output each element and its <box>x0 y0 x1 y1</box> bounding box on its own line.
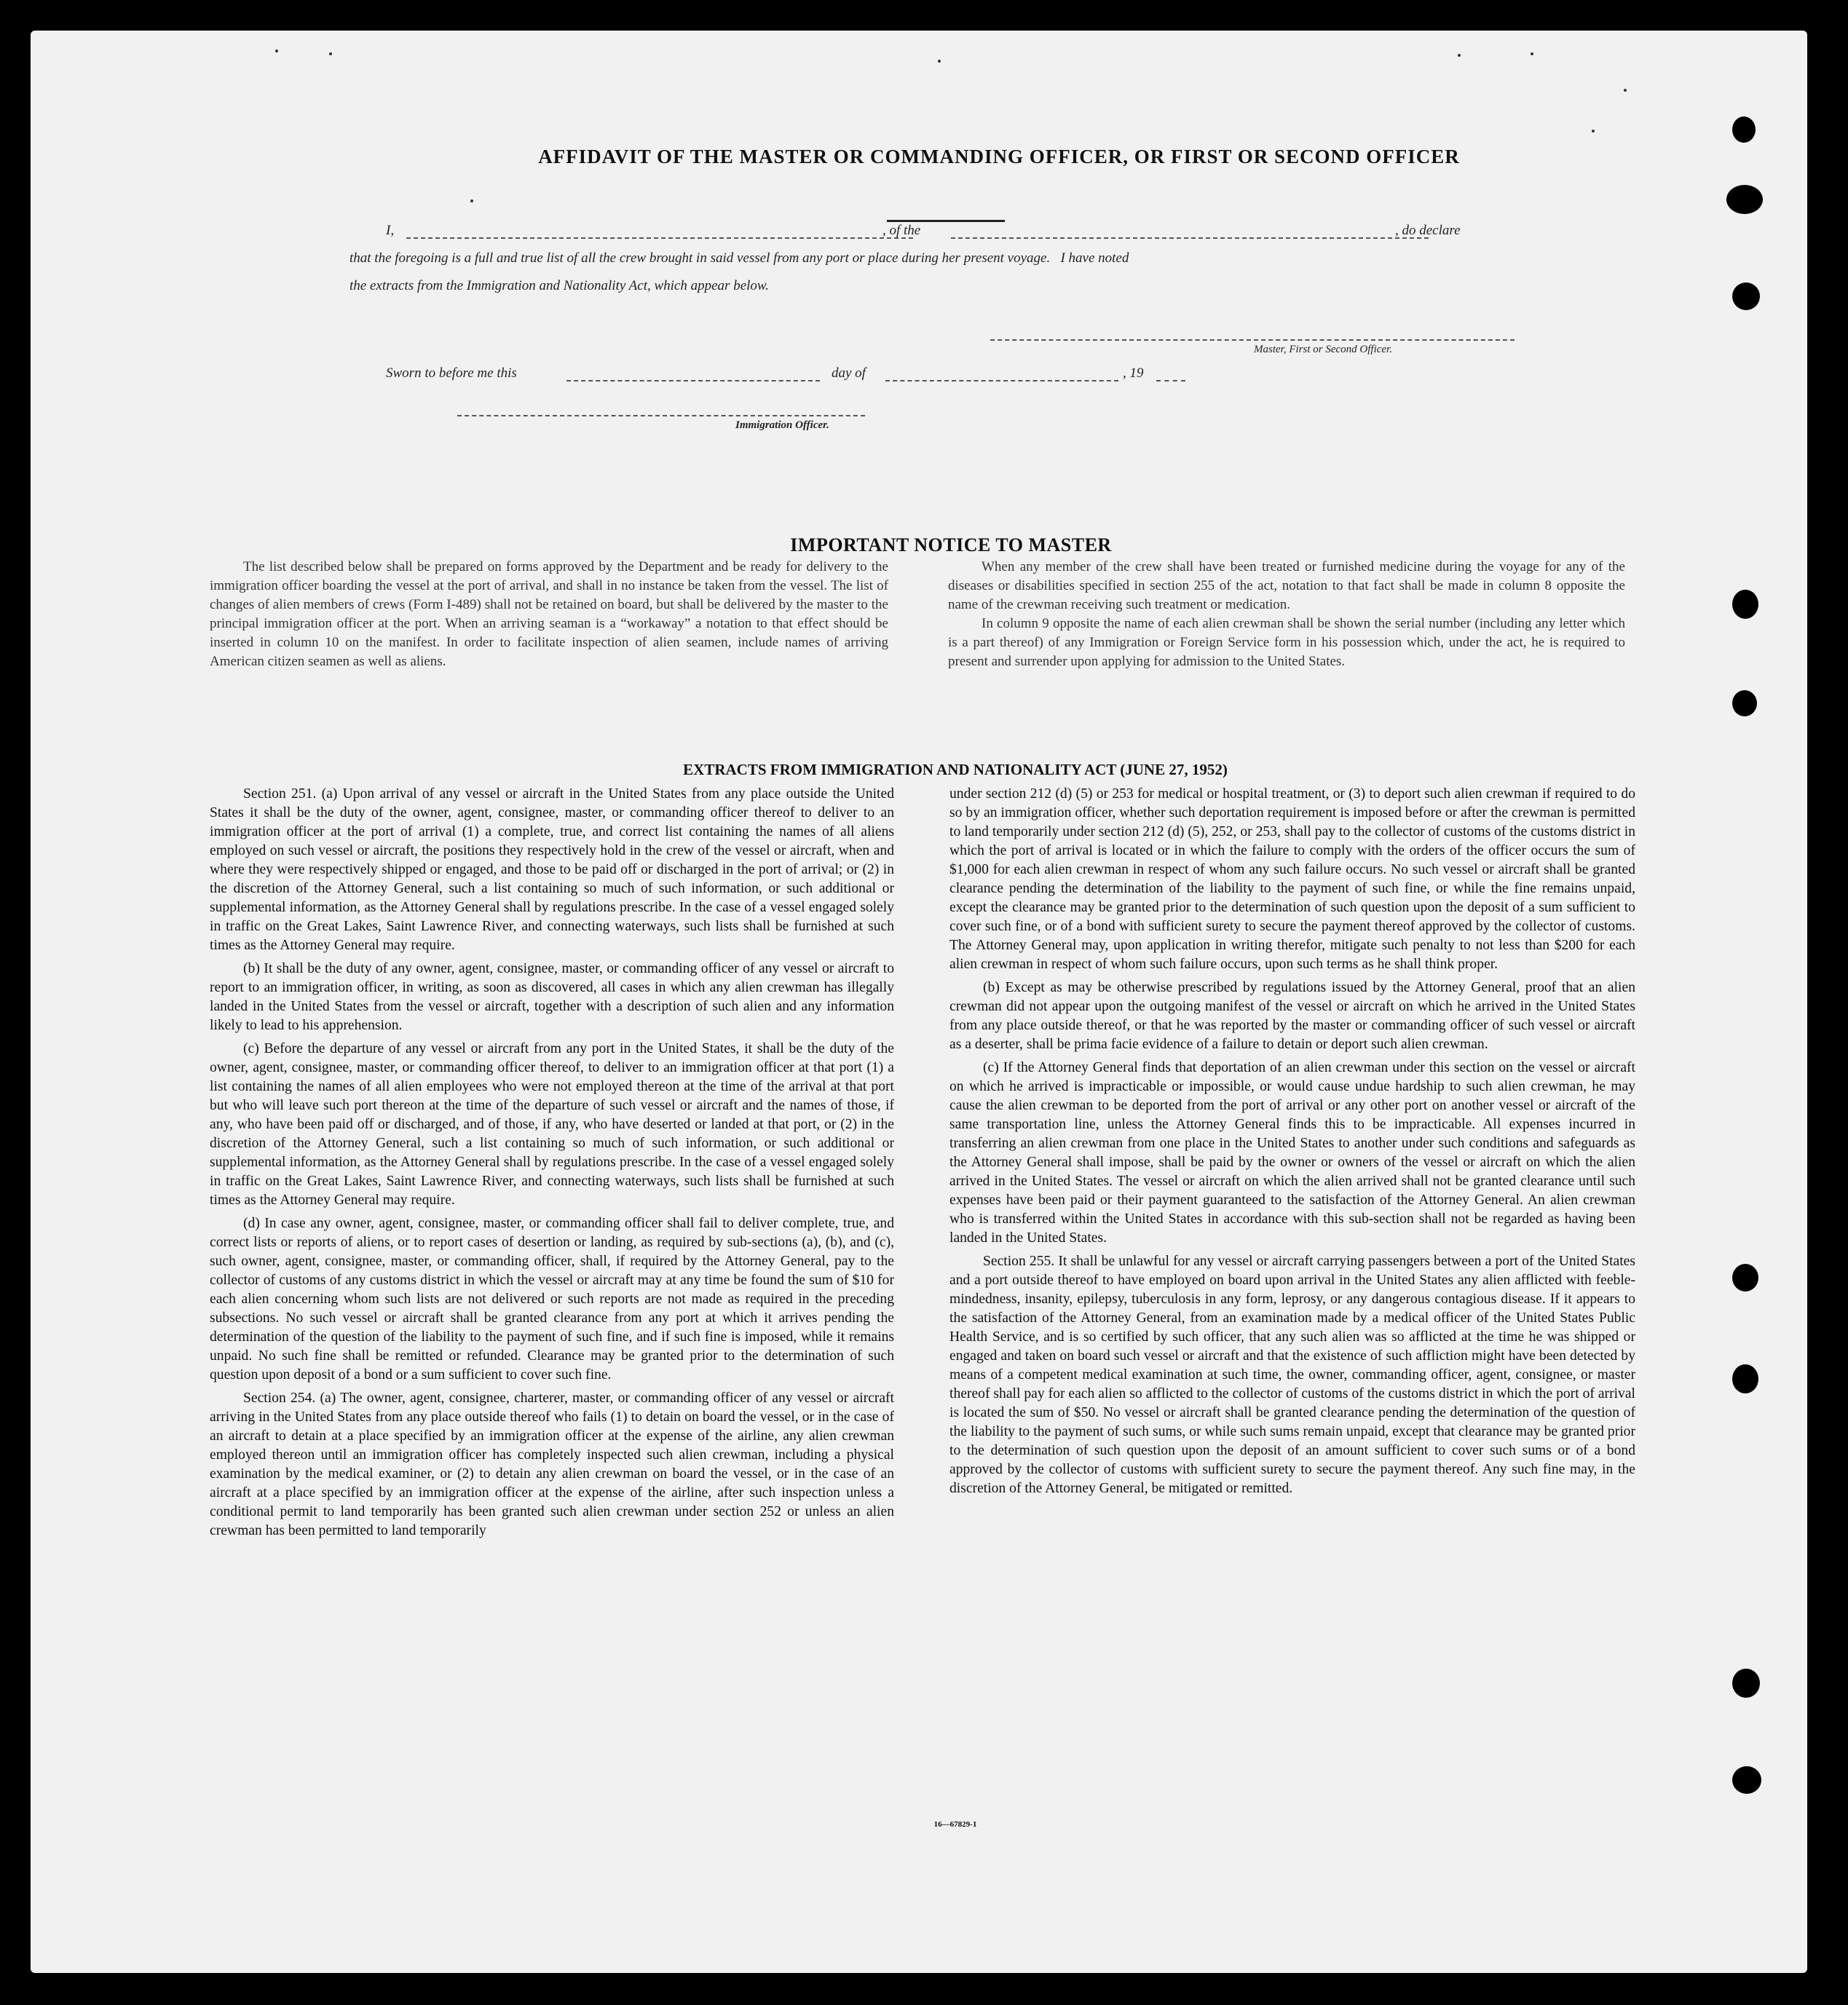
declaration-line-3: the extracts from the Immigration and Nationality Act, which appear below. <box>350 278 769 293</box>
punch-hole <box>1732 690 1757 716</box>
section-251-d: (d) In case any owner, agent, consignee, master, or commanding officer shall fail to deliver complete, true, and correct lists or reports of aliens, or to report cases of desertion or landing, as required by sub-sections (a), (b), and (c), such owner, agent, consignee, master, or commanding officer, shall, if required by the Attorney General, pay to the collector of customs of any customs district in which the vessel or aircraft may at any time be found the sum of $10 for each alien concerning whom such lists are not delivered or such reports are not made as required in the preceding subsections. No such vessel or aircraft shall be granted clearance from any port at which it arrives pending the determination of the question of the liability to the payment of such fine, and if such fine is imposed, while it remains unpaid. No such fine shall be remitted or refunded. Clearance may be granted prior to the determination of such question upon deposit of a bond or a sum sufficient to cover such fine. <box>210 1216 894 1383</box>
punch-hole <box>1732 1364 1758 1393</box>
immigration-officer-caption: Immigration Officer. <box>735 419 829 431</box>
section-251-c: (c) Before the departure of any vessel or aircraft from any port in the United States, it shall be the duty of the owner, agent, consignee, master, or commanding officer thereof, to deliver to an immigration officer at that port (1) a list containing the names of all alien employees who were not employed thereon at the time of the arrival at that port but who will leave such port thereon at the time of the departure of such vessel or aircraft and the names of those, if any, who have been paid off or discharged, and of those, if any, who have deserted or landed at that port, or (2) in the discretion of the Attorney General, such a list containing so much of such information, or such additional or supplemental information, as the Attorney General shall by regulations prescribe. In the case of a vessel engaged solely in traffic on the Great Lakes, Saint Lawrence River, and connecting waterways, such lists shall be furnished at such times as the Attorney General may require. <box>210 1041 894 1208</box>
punch-hole <box>1732 1264 1758 1292</box>
day-of-label: day of <box>832 365 866 381</box>
document-page <box>31 31 1807 1973</box>
declaration-of-the: , of the <box>882 223 921 238</box>
section-255: Section 255. It shall be unlawful for any vessel or aircraft carrying passengers between a port of the United States and a port outside thereof to have employed on board upon arrival in the United States any alien afflicted with feeble-mindedness, insanity, epilepsy, tuberculosis in any form, leprosy, or any dangerous contagious disease. If it appears to the satisfaction of the Attorney General, from an examination made by a medical officer of the United States Public Health Service, and is so certified by such officer, that any such alien was so afflicted at the time he was shipped or engaged and taken on board such vessel or aircraft and that the existence of such affliction might have been detected by means of a competent medical examination at such time, the owner, commanding officer, agent, consignee, or master thereof shall pay for each alien so afflicted to the collector of customs of the customs district in which the port of arrival is located the sum of $50. No vessel or aircraft shall be granted clearance pending the determination of the question of the liability to the payment of such sums, or while such sums remain unpaid, except that clearance may be granted prior to the determination of such question upon the deposit of an amount sufficient to cover such sums or of a bond approved by the collector of customs with sufficient surety to secure the payment thereof. Any such fine may, in the discretion of the Attorney General, be mitigated or remitted. <box>949 1254 1635 1496</box>
notice-right-column <box>948 558 1625 671</box>
notice-left-column <box>210 558 888 671</box>
section-251-b: (b) It shall be the duty of any owner, agent, consignee, master, or commanding officer of any vessel or aircraft to report to an immigration officer, in writing, as soon as discovered, all cases in which any alien crewman has illegally landed in the United States from the vessel or aircraft, together with a description of such alien and any information likely to lead to his apprehension. <box>210 961 894 1033</box>
master-signature-line[interactable] <box>990 339 1515 341</box>
punch-hole <box>1732 590 1758 619</box>
year-label: , 19 <box>1123 365 1144 381</box>
form-code: 16—67829-1 <box>933 1820 977 1829</box>
section-254-c: (c) If the Attorney General finds that deportation of an alien crewman under this section on the vessel or aircraft on which he arrived is impracticable or impossible, or would cause undue hardship to such alien crewman, he may cause the alien crewman to be deported from the port of arrival or any other port on another vessel or aircraft of the same transportation line, unless the Attorney General finds this to be impracticable. All expenses incurred in transferring an alien crewman from one place in the United States to another under such conditions and safeguards as the Attorney General shall impose, shall be paid by the owner or owners of the vessel or aircraft on which the alien arrived in the United States. The vessel or aircraft on which the alien arrived shall not be granted clearance until such expenses have been paid or their payment guaranteed to the satisfaction of the Attorney General. An alien crewman who is transferred within the United States in accordance with this sub-section shall not be regarded as having been landed in the United States. <box>949 1060 1635 1246</box>
notice-right-paragraph-1: When any member of the crew shall have been treated or furnished medicine during the voyage for any of the diseases or disabilities specified in section 255 of the act, notation to that fact shall be made in column 8 opposite the name of the crewman receiving such treatment or medication. <box>948 559 1625 612</box>
vessel-blank-line[interactable] <box>951 237 1429 239</box>
speck <box>1531 52 1533 55</box>
title-underline <box>887 220 1005 222</box>
speck <box>938 60 941 63</box>
extracts-title: EXTRACTS FROM IMMIGRATION AND NATIONALITY ACT (JUNE 27, 1952) <box>683 761 1228 778</box>
declaration-line-2: that the foregoing is a full and true list of all the crew brought in said vessel from any port or place during her present voyage. I have noted <box>350 250 1129 266</box>
declaration-do-declare: , do declare <box>1395 223 1461 238</box>
section-254-a: Section 254. (a) The owner, agent, consignee, charterer, master, or commanding officer of any vessel or aircraft arriving in the United States from any place outside thereof who fails (1) to detain on board the vessel, or in the case of an aircraft to detain at a place specified by an immigration officer at the expense of the airline, any alien crewman employed thereon until an immigration officer has completely inspected such alien crewman, including a physical examination by the medical examiner, or (2) to detain any alien crewman on board the vessel, or in the case of an aircraft at a place specified by an immigration officer at the expense of the airline, after such inspection unless a conditional permit to land temporarily has been granted such alien crewman under section 252 or unless an alien crewman has been permitted to land temporarily <box>210 1391 894 1538</box>
speck <box>470 199 473 202</box>
punch-hole <box>1726 185 1763 214</box>
declaration-i: I, <box>386 223 395 238</box>
section-254-a-continued: under section 212 (d) (5) or 253 for medical or hospital treatment, or (3) to deport such alien crewman if required to do so by an immigration officer, whether such deportation requirement is imposed before or after the crewman is permitted to land temporarily under section 212 (d) (5), 252, or 253, shall pay to the collector of customs of the customs district in which the port of arrival is located or in which the failure to comply with the orders of the officer occurs the sum of $1,000 for each alien crewman in respect of whom any such failure occurs. No such vessel or aircraft shall be granted clearance pending the determination of the liability to the payment of such fine, or while the fine remains unpaid, except the clearance may be granted prior to the determination of such question upon the deposit of a sum sufficient to cover such fine, or of a bond with sufficient surety to secure the payment thereof approved by the collector of customs. The Attorney General may, upon application in writing therefor, mitigate such penalty to not less than $200 for each alien crewman in respect of whom such failure occurs, upon such terms as he shall think proper. <box>949 786 1635 972</box>
sworn-month-blank-line[interactable] <box>885 380 1118 381</box>
immigration-officer-signature-line[interactable] <box>457 415 865 416</box>
notice-left-paragraph: The list described below shall be prepared on forms approved by the Department and be ready for delivery to the immigration officer boarding the vessel at the port of arrival, and shall in no instance be taken from the vessel. The list of changes of alien members of crews (Form I-489) shall not be retained on board, but shall be delivered by the master to the principal immigration officer at the port. When an arriving seaman is a “workaway” a notation to that effect should be inserted in column 10 on the manifest. In order to facilitate inspection of alien seamen, include names of arriving American citizen seamen as well as aliens. <box>210 559 888 669</box>
section-251-a: Section 251. (a) Upon arrival of any vessel or aircraft in the United States from any place outside the United States it shall be the duty of the owner, agent, consignee, master, or commanding officer thereof to deliver to an immigration officer at the port of arrival (1) a complete, true, and correct list containing the names of all aliens employed on such vessel or aircraft, the positions they respectively hold in the crew of the vessel or aircraft, when and where they were respectively shipped or engaged, and those to be paid off or discharged in the port of arrival; or (2) in the discretion of the Attorney General, such a list containing so much of such information, or such additional or supplemental information, as the Attorney General shall by regulations prescribe. In the case of a vessel engaged solely in traffic on the Great Lakes, Saint Lawrence River, and connecting waterways, such lists shall be furnished at such times as the Attorney General may require. <box>210 786 894 953</box>
speck <box>275 50 278 52</box>
extracts-left-column <box>210 785 894 1541</box>
affidavit-title: AFFIDAVIT OF THE MASTER OR COMMANDING OFFICER, OR FIRST OR SECOND OFFICER <box>538 146 1460 167</box>
punch-hole <box>1732 116 1756 143</box>
name-blank-line[interactable] <box>406 237 913 239</box>
punch-hole <box>1732 1766 1761 1794</box>
punch-hole <box>1732 282 1760 310</box>
section-254-b: (b) Except as may be otherwise prescribed by regulations issued by the Attorney General, proof that an alien crewman did not appear upon the outgoing manifest of the vessel or aircraft on which he arrived in the United States from any place outside thereof, or that he was reported by the master or commanding officer of such vessel or aircraft as a deserter, shall be prima facie evidence of a failure to detain or deport such alien crewman. <box>949 980 1635 1052</box>
speck <box>1592 130 1595 133</box>
punch-hole <box>1732 1669 1760 1698</box>
sworn-day-blank-line[interactable] <box>566 380 820 381</box>
notice-right-paragraph-2: In column 9 opposite the name of each alien crewman shall be shown the serial number (including any letter which is a part thereof) of any Immigration or Foreign Service form in his possession which, under the act, he is required to present and surrender upon applying for admission to the United States. <box>948 616 1625 669</box>
speck <box>329 52 332 55</box>
speck <box>1458 54 1461 57</box>
master-signature-caption: Master, First or Second Officer. <box>1254 344 1392 355</box>
sworn-label: Sworn to before me this <box>386 365 517 381</box>
speck <box>1624 89 1627 92</box>
notice-title: IMPORTANT NOTICE TO MASTER <box>790 534 1112 555</box>
extracts-right-column <box>949 785 1635 1498</box>
sworn-year-blank-line[interactable] <box>1156 380 1185 381</box>
